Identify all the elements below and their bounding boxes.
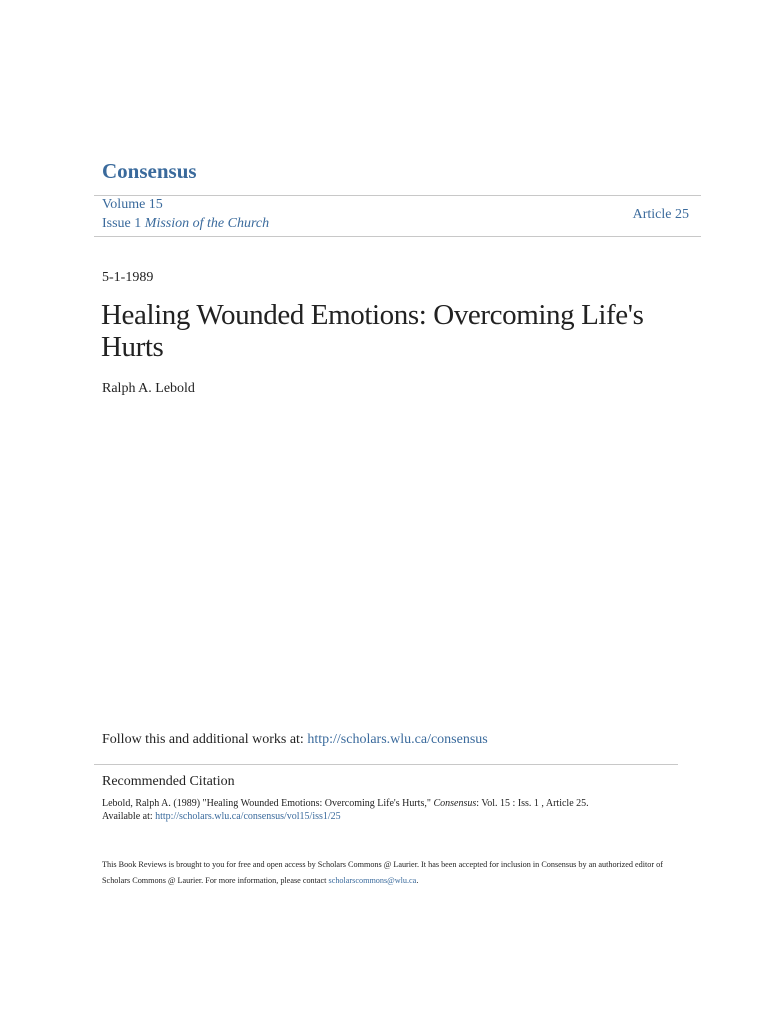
follow-label: Follow this and additional works at: — [102, 732, 308, 747]
notice-text: This Book Reviews is brought to you for free and open access by Scholars Commons @ Laurier. It has been accepted for inclusion in Consensus by an authorized editor of Scholars Commons @ Laurier. For more information, please contact — [102, 860, 663, 885]
issue-link[interactable] — [102, 216, 269, 232]
citation-block — [102, 797, 702, 823]
author-name: Ralph A. Lebold — [102, 381, 195, 396]
citation-text: Lebold, Ralph A. (1989) "Healing Wounded Emotions: Overcoming Life's Hurts," — [102, 798, 434, 809]
journal-title-link[interactable]: Consensus — [102, 159, 197, 183]
volume-link[interactable]: Volume 15 — [102, 197, 163, 212]
consensus-url-link[interactable]: http://scholars.wlu.ca/consensus — [307, 732, 488, 747]
issue-title: Mission of the Church — [144, 216, 270, 231]
article-title: Healing Wounded Emotions: Overcoming Life's Hurts — [101, 299, 644, 363]
article-link[interactable]: Article 25 — [632, 207, 689, 222]
header-top-divider — [94, 195, 701, 196]
notice-end: . — [416, 876, 419, 885]
issue-number: Issue 1 — [102, 216, 142, 231]
citation-details: : Vol. 15 : Iss. 1 , Article 25. — [476, 798, 589, 809]
header-bottom-divider — [94, 236, 701, 237]
citation-journal: Consensus — [433, 798, 477, 809]
contact-email-link[interactable]: scholarscommons@wlu.ca — [328, 876, 417, 885]
access-notice — [102, 857, 677, 889]
citation-divider — [94, 764, 678, 765]
available-label: Available at: — [102, 811, 156, 822]
follow-line — [102, 732, 488, 748]
publication-date: 5-1-1989 — [102, 270, 154, 285]
article-url-link[interactable]: http://scholars.wlu.ca/consensus/vol15/iss1/25 — [155, 811, 341, 822]
recommended-citation-heading: Recommended Citation — [102, 774, 235, 789]
